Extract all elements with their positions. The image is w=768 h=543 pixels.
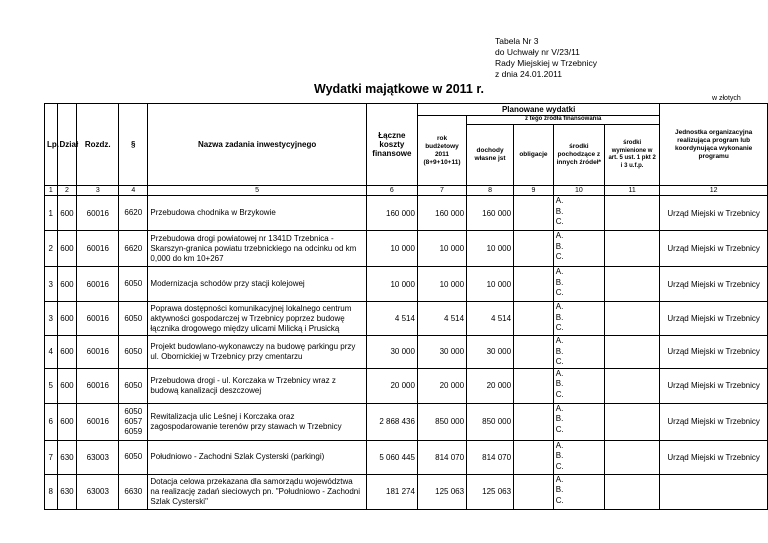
cell-lp: 4 <box>45 336 58 369</box>
cell-lp: 2 <box>45 231 58 267</box>
cell-jednostka <box>660 474 768 509</box>
cell-jednostka: Urząd Miejski w Trzebnicy <box>660 267 768 302</box>
cell-pochodzace: A. B. C. <box>553 474 604 509</box>
table-row <box>45 336 768 369</box>
column-number: 9 <box>514 186 554 196</box>
cell-laczne: 160 000 <box>366 196 417 231</box>
resolution-header <box>495 36 597 80</box>
cell-rok-budzetowy: 814 070 <box>417 440 466 474</box>
cell-nazwa: Przebudowa drogi powiatowej nr 1341D Trzebnica - Skarszyn-granica powiatu trzebnickiego na odcinku od km 0,000 do km 10+267 <box>148 231 366 267</box>
cell-laczne: 10 000 <box>366 267 417 302</box>
cell-nazwa: Dotacja celowa przekazana dla samorządu województwa na realizację zadań sieciowych pn. "Południowo - Zachodni Szlak Cysterski" <box>148 474 366 509</box>
col-jednostka: Jednostka organizacyjna realizująca program lub koordynująca wykonanie programu <box>660 104 768 186</box>
page-title: Wydatki majątkowe w 2011 r. <box>314 82 484 96</box>
header-line: z dnia 24.01.2011 <box>495 69 562 79</box>
cell-dochody: 20 000 <box>467 368 514 403</box>
cell-dzial: 630 <box>57 440 77 474</box>
cell-lp: 5 <box>45 368 58 403</box>
column-number: 2 <box>57 186 77 196</box>
cell-obligacje <box>514 231 554 267</box>
cell-obligacje <box>514 196 554 231</box>
col-zrodla: z tego źródła finansowania <box>467 116 660 125</box>
cell-rozdz: 60016 <box>77 368 119 403</box>
cell-rok-budzetowy: 10 000 <box>417 231 466 267</box>
cell-nazwa: Projekt budowlano-wykonawczy na budowę parkingu przy ul. Obornickiej w Trzebnicy przy cmentarzu <box>148 336 366 369</box>
cell-nazwa: Południowo - Zachodni Szlak Cysterski (parkingi) <box>148 440 366 474</box>
cell-wymienione <box>604 267 659 302</box>
cell-nazwa: Modernizacja schodów przy stacji kolejowej <box>148 267 366 302</box>
cell-rok-budzetowy: 4 514 <box>417 302 466 336</box>
cell-pochodzace: A. B. C. <box>553 336 604 369</box>
cell-dzial: 600 <box>57 267 77 302</box>
column-number: 8 <box>467 186 514 196</box>
cell-jednostka: Urząd Miejski w Trzebnicy <box>660 231 768 267</box>
cell-obligacje <box>514 368 554 403</box>
cell-dochody: 10 000 <box>467 267 514 302</box>
cell-jednostka: Urząd Miejski w Trzebnicy <box>660 336 768 369</box>
cell-paragraf: 6630 <box>119 474 148 509</box>
cell-nazwa: Przebudowa chodnika w Brzykowie <box>148 196 366 231</box>
column-numbers-row <box>45 186 768 196</box>
table-row <box>45 302 768 336</box>
cell-obligacje <box>514 474 554 509</box>
cell-wymienione <box>604 336 659 369</box>
cell-rozdz: 60016 <box>77 302 119 336</box>
cell-dochody: 125 063 <box>467 474 514 509</box>
cell-rozdz: 60016 <box>77 196 119 231</box>
column-number: 7 <box>417 186 466 196</box>
cell-dzial: 600 <box>57 368 77 403</box>
cell-wymienione <box>604 403 659 440</box>
table-row <box>45 231 768 267</box>
cell-jednostka: Urząd Miejski w Trzebnicy <box>660 403 768 440</box>
cell-wymienione <box>604 368 659 403</box>
cell-lp: 3 <box>45 302 58 336</box>
cell-laczne: 181 274 <box>366 474 417 509</box>
cell-paragraf: 6050 <box>119 267 148 302</box>
col-rozdz: Rozdz. <box>77 104 119 186</box>
header-line: do Uchwały nr V/23/11 <box>495 47 580 57</box>
column-number: 3 <box>77 186 119 196</box>
table-row <box>45 403 768 440</box>
cell-dzial: 600 <box>57 336 77 369</box>
cell-laczne: 10 000 <box>366 231 417 267</box>
currency-unit: w złotych <box>712 95 741 102</box>
cell-paragraf: 6050 <box>119 336 148 369</box>
cell-paragraf: 6050 <box>119 440 148 474</box>
cell-rok-budzetowy: 160 000 <box>417 196 466 231</box>
cell-obligacje <box>514 267 554 302</box>
cell-wymienione <box>604 302 659 336</box>
column-number: 5 <box>148 186 366 196</box>
col-dochody: dochody własne jst <box>467 125 514 186</box>
column-number: 4 <box>119 186 148 196</box>
cell-paragraf: 6620 <box>119 231 148 267</box>
column-number: 6 <box>366 186 417 196</box>
cell-dochody: 814 070 <box>467 440 514 474</box>
cell-lp: 8 <box>45 474 58 509</box>
col-laczne: Łączne koszty finansowe <box>366 104 417 186</box>
cell-pochodzace: A. B. C. <box>553 267 604 302</box>
cell-obligacje <box>514 440 554 474</box>
cell-laczne: 5 060 445 <box>366 440 417 474</box>
cell-laczne: 20 000 <box>366 368 417 403</box>
col-obligacje: obligacje <box>514 125 554 186</box>
col-planowane: Planowane wydatki <box>417 104 659 116</box>
cell-paragraf: 6050 6057 6059 <box>119 403 148 440</box>
cell-paragraf: 6620 <box>119 196 148 231</box>
cell-obligacje <box>514 403 554 440</box>
cell-wymienione <box>604 196 659 231</box>
col-lp: Lp. <box>45 104 58 186</box>
cell-paragraf: 6050 <box>119 302 148 336</box>
cell-nazwa: Rewitalizacja ulic Leśnej i Korczaka oraz zagospodarowanie terenów przy stawach w Trzebnicy <box>148 403 366 440</box>
cell-rok-budzetowy: 850 000 <box>417 403 466 440</box>
cell-wymienione <box>604 231 659 267</box>
cell-wymienione <box>604 440 659 474</box>
cell-dzial: 600 <box>57 231 77 267</box>
col-dzial: Dział <box>57 104 77 186</box>
cell-lp: 7 <box>45 440 58 474</box>
cell-dochody: 10 000 <box>467 231 514 267</box>
cell-jednostka: Urząd Miejski w Trzebnicy <box>660 368 768 403</box>
cell-rok-budzetowy: 125 063 <box>417 474 466 509</box>
cell-lp: 1 <box>45 196 58 231</box>
cell-dzial: 600 <box>57 302 77 336</box>
cell-jednostka: Urząd Miejski w Trzebnicy <box>660 440 768 474</box>
table-row <box>45 368 768 403</box>
cell-pochodzace: A. B. C. <box>553 440 604 474</box>
cell-nazwa: Przebudowa drogi - ul. Korczaka w Trzebnicy wraz z budową kanalizacji deszczowej <box>148 368 366 403</box>
header-line: Rady Miejskiej w Trzebnicy <box>495 58 598 68</box>
cell-rok-budzetowy: 30 000 <box>417 336 466 369</box>
cell-pochodzace: A. B. C. <box>553 302 604 336</box>
col-nazwa: Nazwa zadania inwestycyjnego <box>148 104 366 186</box>
column-number: 10 <box>553 186 604 196</box>
cell-rok-budzetowy: 20 000 <box>417 368 466 403</box>
cell-rozdz: 60016 <box>77 267 119 302</box>
cell-wymienione <box>604 474 659 509</box>
column-number: 1 <box>45 186 58 196</box>
cell-dzial: 600 <box>57 403 77 440</box>
cell-jednostka: Urząd Miejski w Trzebnicy <box>660 302 768 336</box>
cell-jednostka: Urząd Miejski w Trzebnicy <box>660 196 768 231</box>
expenditure-table <box>44 103 768 510</box>
col-rok-budzetowy: rok budżetowy 2011 (8+9+10+11) <box>417 116 466 186</box>
cell-dzial: 630 <box>57 474 77 509</box>
cell-laczne: 30 000 <box>366 336 417 369</box>
cell-rozdz: 60016 <box>77 403 119 440</box>
table-row <box>45 267 768 302</box>
table-row <box>45 474 768 509</box>
cell-dochody: 850 000 <box>467 403 514 440</box>
cell-dochody: 30 000 <box>467 336 514 369</box>
header-line: Tabela Nr 3 <box>495 36 539 46</box>
cell-obligacje <box>514 336 554 369</box>
cell-dochody: 4 514 <box>467 302 514 336</box>
cell-lp: 6 <box>45 403 58 440</box>
cell-pochodzace: A. B. C. <box>553 231 604 267</box>
cell-paragraf: 6050 <box>119 368 148 403</box>
col-wymienione: środki wymienione w art. 5 ust. 1 pkt 2 i 3 u.f.p. <box>604 125 659 186</box>
cell-laczne: 2 868 436 <box>366 403 417 440</box>
cell-rozdz: 60016 <box>77 336 119 369</box>
cell-laczne: 4 514 <box>366 302 417 336</box>
col-paragraf: § <box>119 104 148 186</box>
cell-pochodzace: A. B. C. <box>553 403 604 440</box>
cell-rok-budzetowy: 10 000 <box>417 267 466 302</box>
cell-nazwa: Poprawa dostępności komunikacyjnej lokalnego centrum aktywności gospodarczej w Trzebnicy poprzez budowę łącznika drogowego między ulicami Milicką i Prusicką <box>148 302 366 336</box>
table-row <box>45 196 768 231</box>
cell-dochody: 160 000 <box>467 196 514 231</box>
cell-rozdz: 63003 <box>77 440 119 474</box>
cell-rozdz: 60016 <box>77 231 119 267</box>
col-pochodzace: środki pochodzące z innych źródeł* <box>553 125 604 186</box>
cell-pochodzace: A. B. C. <box>553 368 604 403</box>
column-number: 11 <box>604 186 659 196</box>
cell-pochodzace: A. B. C. <box>553 196 604 231</box>
cell-obligacje <box>514 302 554 336</box>
cell-lp: 3 <box>45 267 58 302</box>
table-row <box>45 440 768 474</box>
column-number: 12 <box>660 186 768 196</box>
cell-dzial: 600 <box>57 196 77 231</box>
cell-rozdz: 63003 <box>77 474 119 509</box>
